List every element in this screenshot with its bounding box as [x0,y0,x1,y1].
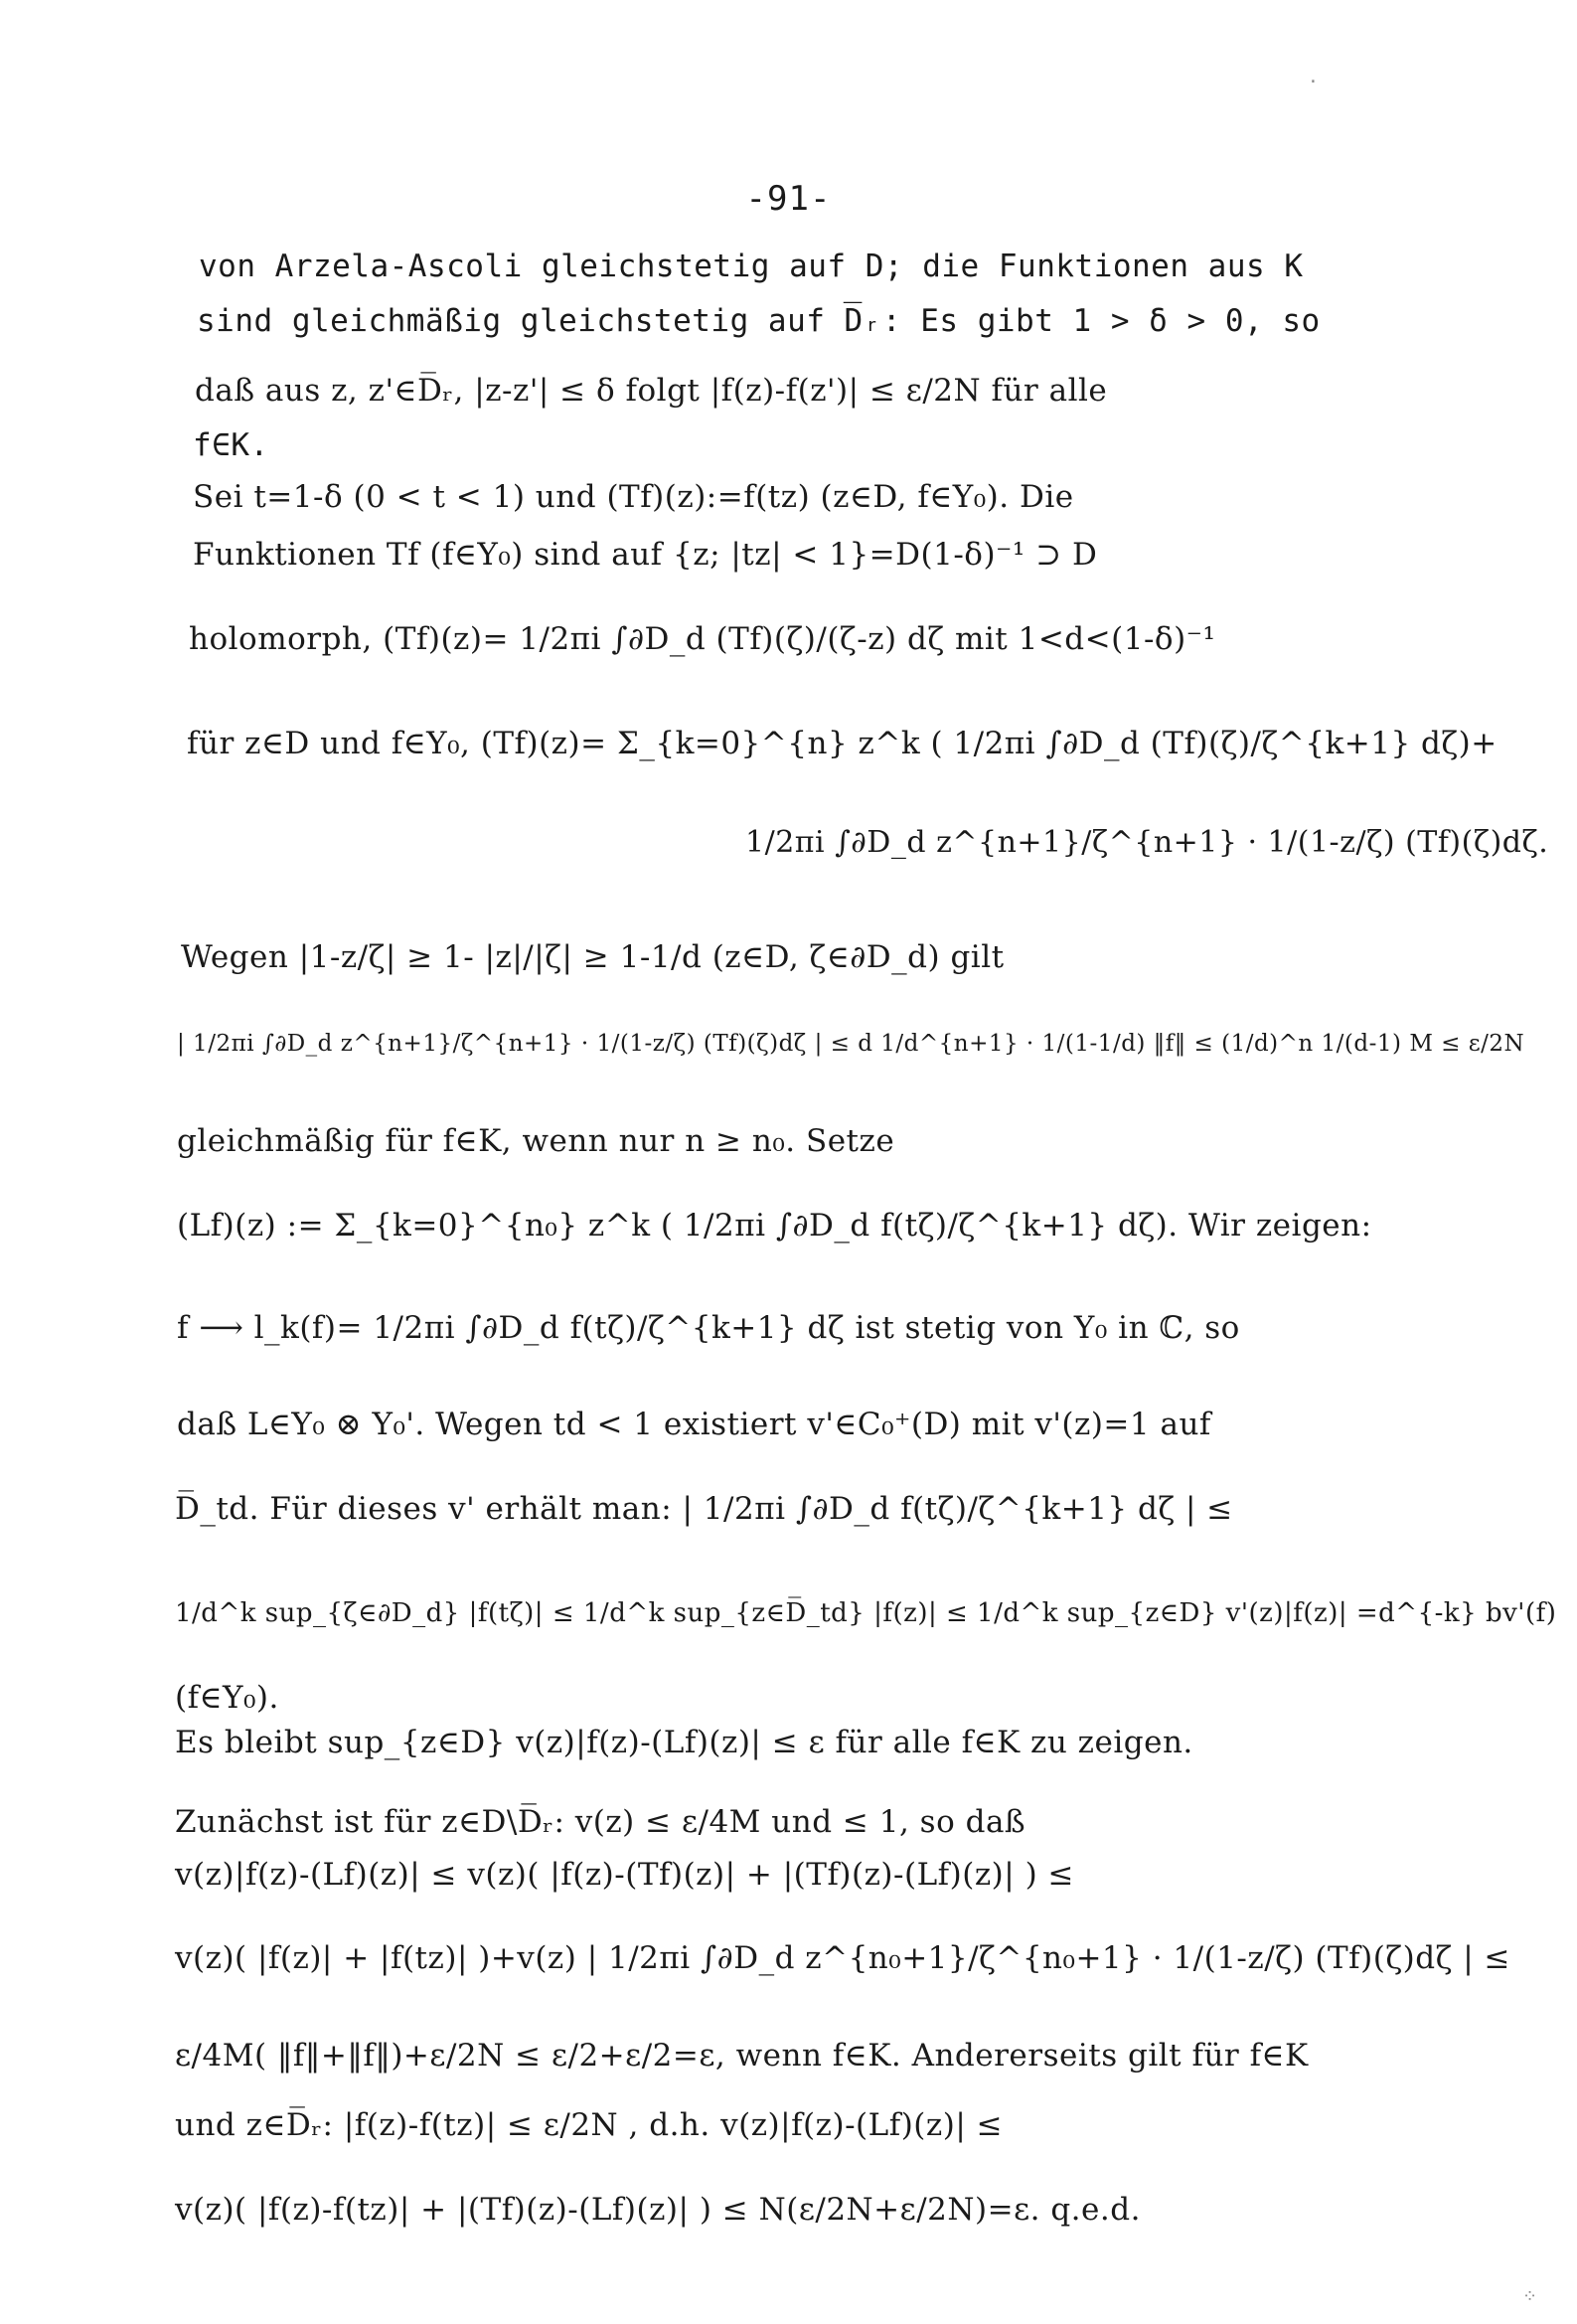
page-number: -91- [745,179,832,219]
formula-line: für z∈D und f∈Y₀, (Tf)(z)= Σ_{k=0}^{n} z^k ( 1/2πi ∫∂D_d (Tf)(ζ)/ζ^{k+1} dζ)+ [187,726,1498,761]
text-line: daß aus z, z'∈D̅ᵣ, |z-z'| ≤ δ folgt |f(z)-f(z')| ≤ ε/2N für alle [195,373,1108,409]
text-line: (f∈Y₀). [175,1680,279,1716]
formula-line: v(z)( |f(z)| + |f(tz)| )+v(z) | 1/2πi ∫∂D_d z^{n₀+1}/ζ^{n₀+1} · 1/(1-z/ζ) (Tf)(ζ)dζ | ≤ [175,1940,1511,1976]
text-line: Zunächst ist für z∈D\D̅ᵣ: v(z) ≤ ε/4M und ≤ 1, so daß [175,1804,1026,1840]
formula-line: (Lf)(z) := Σ_{k=0}^{n₀} z^k ( 1/2πi ∫∂D_d f(tζ)/ζ^{k+1} dζ). Wir zeigen: [177,1208,1372,1244]
formula-line: f ⟶ l_k(f)= 1/2πi ∫∂D_d f(tζ)/ζ^{k+1} dζ ist stetig von Y₀ in ℂ, so [177,1310,1240,1346]
text-line: ε/4M( ‖f‖+‖f‖)+ε/2N ≤ ε/2+ε/2=ε, wenn f∈K. Andererseits gilt für f∈K [175,2038,1309,2074]
formula-line: v(z)|f(z)-(Lf)(z)| ≤ v(z)( |f(z)-(Tf)(z)| + |(Tf)(z)-(Lf)(z)| ) ≤ [175,1857,1074,1893]
formula-line: holomorph, (Tf)(z)= 1/2πi ∫∂D_d (Tf)(ζ)/(ζ-z) dζ mit 1<d<(1-δ)⁻¹ [189,621,1216,657]
formula-line: Wegen |1-z/ζ| ≥ 1- |z|/|ζ| ≥ 1-1/d (z∈D, ζ∈∂D_d) gilt [181,939,1005,975]
text-line: und z∈D̅ᵣ: |f(z)-f(tz)| ≤ ε/2N , d.h. v(z)|f(z)-(Lf)(z)| ≤ [175,2107,1004,2143]
text-line: Es bleibt sup_{z∈D} v(z)|f(z)-(Lf)(z)| ≤ ε für alle f∈K zu zeigen. [175,1725,1193,1760]
text-line: Sei t=1-δ (0 < t < 1) und (Tf)(z):=f(tz) (z∈D, f∈Y₀). Die [193,479,1074,515]
formula-line: D̅_td. Für dieses v' erhält man: | 1/2πi ∫∂D_d f(tζ)/ζ^{k+1} dζ | ≤ [175,1491,1233,1527]
scan-speck: · [1308,72,1319,92]
text-line: f∈K. [193,427,269,463]
text-line: sind gleichmäßig gleichstetig auf D̅ᵣ: Es gibt 1 > δ > 0, so [197,303,1321,339]
formula-line: 1/d^k sup_{ζ∈∂D_d} |f(tζ)| ≤ 1/d^k sup_{z∈D̅_td} |f(z)| ≤ 1/d^k sup_{z∈D} v'(z)|f(z)| =d^{-k} bv'(f) [175,1598,1557,1628]
formula-line: v(z)( |f(z)-f(tz)| + |(Tf)(z)-(Lf)(z)| ) ≤ N(ε/2N+ε/2N)=ε. q.e.d. [175,2192,1141,2228]
formula-line: 1/2πi ∫∂D_d z^{n+1}/ζ^{n+1} · 1/(1-z/ζ) (Tf)(ζ)dζ. [745,825,1549,860]
text-line: gleichmäßig für f∈K, wenn nur n ≥ n₀. Setze [177,1123,895,1159]
text-line: von Arzela-Ascoli gleichstetig auf D; die Funktionen aus K [199,249,1304,284]
scan-speck: ⁘ [1522,2286,1538,2307]
text-line: daß L∈Y₀ ⊗ Y₀'. Wegen td < 1 existiert v'∈C₀⁺(D) mit v'(z)=1 auf [177,1407,1211,1442]
text-line: Funktionen Tf (f∈Y₀) sind auf {z; |tz| < 1}=D(1-δ)⁻¹ ⊃ D [193,537,1098,573]
formula-line: | 1/2πi ∫∂D_d z^{n+1}/ζ^{n+1} · 1/(1-z/ζ) (Tf)(ζ)dζ | ≤ d 1/d^{n+1} · 1/(1-1/d) ‖f‖ ≤ (1/d)^n 1/(d-1) M ≤ ε/2N [177,1031,1525,1057]
